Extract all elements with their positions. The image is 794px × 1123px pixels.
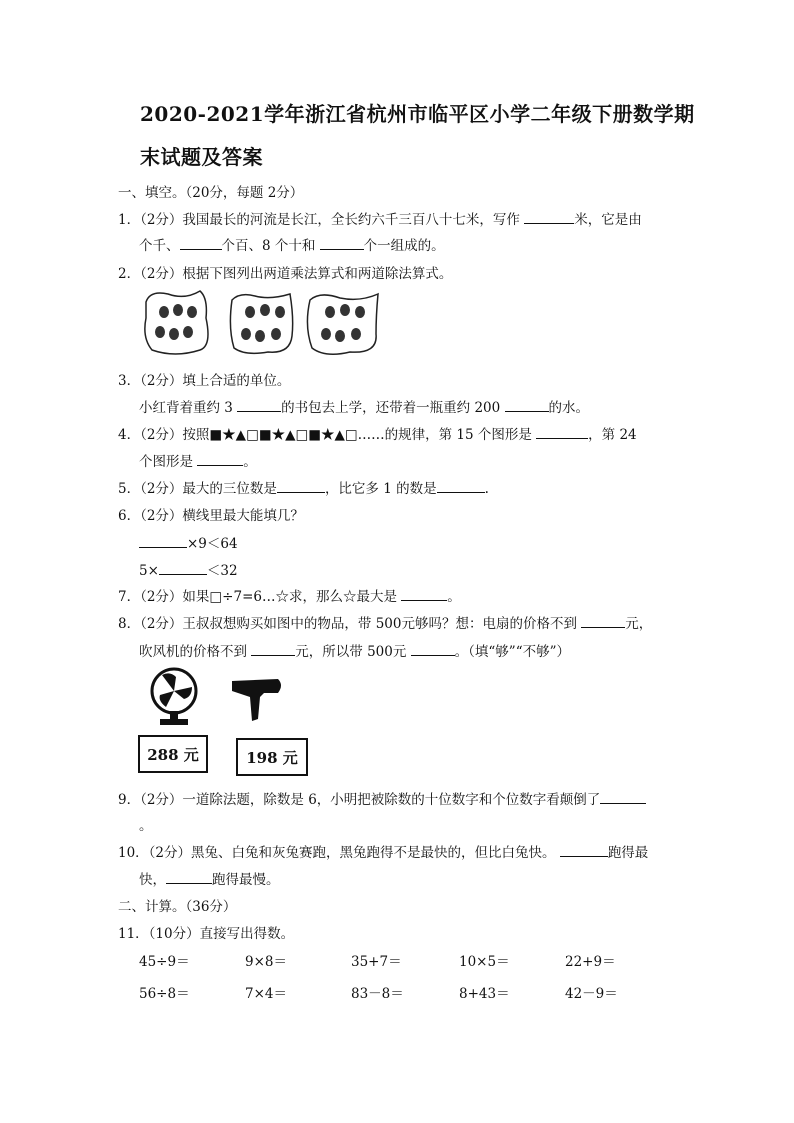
q8-text-c: 吹风机的价格不到: [139, 644, 252, 660]
question-4-line2: [139, 450, 257, 470]
q3-text-c: 的书包去上学，还带着一瓶重约 200: [281, 400, 505, 416]
question-1-line1: [118, 208, 642, 228]
q1-text-e: 个一组成的。: [363, 238, 445, 254]
q8-blank-fan[interactable]: [581, 615, 625, 628]
q10-text-d: 跑得最慢。: [212, 872, 280, 888]
calc-row-2: [139, 982, 699, 1002]
hair-dryer-icon: [228, 675, 284, 725]
calc-item: 9×8＝: [245, 954, 287, 970]
question-6: 6．（2分）横线里最大能填几？: [118, 508, 304, 524]
calc-item: 22+9＝: [565, 954, 616, 970]
q8-text-a: 8．（2分）王叔叔想购买如图中的物品，带 500元够吗？想：电扇的价格不到: [118, 616, 582, 632]
q3-text-b: 小红背着重约 3: [139, 400, 238, 416]
q5-blank-largest[interactable]: [277, 480, 325, 493]
q3-text-d: 的水。: [548, 400, 590, 416]
q8-text-d: 元，所以带 500元: [295, 644, 411, 660]
q1-text-a: 1．（2分）我国最长的河流是长江，全长约六千三百八十七米，写作: [118, 212, 525, 228]
q1-blank-ones[interactable]: [320, 237, 364, 250]
q1-text-c: 个千、: [139, 238, 180, 254]
q6-text-d: ＜32: [206, 563, 238, 579]
q1-blank-number[interactable]: [524, 211, 574, 224]
calc-item: 35+7＝: [351, 954, 402, 970]
question-3-line1: 3．（2分）填上合适的单位。: [118, 373, 291, 389]
dryer-price-label: 198 元: [236, 738, 308, 776]
dryer-svg: [228, 675, 284, 725]
page-title-line2: 末试题及答案: [140, 145, 263, 169]
q1-text-d: 个百、8 个十和: [221, 238, 320, 254]
q9-text-a: 9．（2分）一道除法题，除数是 6，小明把被除数的十位数字和个位数字看颠倒了: [118, 792, 601, 808]
q4-text-d: 。: [243, 454, 257, 470]
question-9-line2: 。: [139, 818, 153, 834]
question-10-line2: [139, 868, 280, 888]
question-4-line1: [118, 423, 637, 443]
question-6-expr2: [139, 559, 238, 579]
calc-item: 8+43＝: [459, 986, 510, 1002]
calc-item: 56÷8＝: [139, 986, 190, 1002]
q3-blank-bag-unit[interactable]: [237, 399, 281, 412]
q10-blank-slowest[interactable]: [166, 871, 212, 884]
q7-blank[interactable]: [401, 588, 447, 601]
q4-blank-24th[interactable]: [197, 453, 243, 466]
question-7: [118, 585, 461, 605]
section-heading-calculation: 二、计算。（36分）: [118, 899, 237, 915]
q5-blank-plus-one[interactable]: [437, 480, 485, 493]
fan-price-label: 288 元: [138, 735, 208, 773]
q6-text-c: 5×: [139, 563, 159, 579]
pears-bags-svg: [140, 288, 390, 358]
q7-text-b: 。: [447, 589, 461, 605]
electric-fan-icon: [140, 665, 210, 727]
calc-item: 10×5＝: [459, 954, 510, 970]
q4-text-a: 4．（2分）按照■★▲□■★▲□■★▲□……的规律，第 15 个图形是: [118, 427, 537, 443]
q8-text-b: 元，: [625, 616, 653, 632]
q6-blank-2[interactable]: [159, 562, 207, 575]
q4-text-b: ，第 24: [588, 427, 637, 443]
question-10-line1: [118, 841, 648, 861]
q10-blank-fastest[interactable]: [560, 844, 608, 857]
q5-text-b: ，比它多 1 的数是: [324, 481, 437, 497]
question-11: 11．（10分）直接写出得数。: [118, 926, 295, 942]
question-1-line2: [139, 234, 445, 254]
fan-svg: [140, 665, 210, 727]
q10-text-c: 快，: [139, 872, 166, 888]
q10-text-a: 10．（2分）黑兔、白兔和灰兔赛跑，黑兔跑得不是最快的，但比白兔快。: [118, 845, 560, 861]
calc-item: 42－9＝: [565, 986, 618, 1002]
question-2: 2．（2分）根据下图列出两道乘法算式和两道除法算式。: [118, 266, 453, 282]
q9-blank[interactable]: [600, 791, 646, 804]
question-8-line2: [139, 640, 570, 660]
q8-blank-dryer[interactable]: [251, 643, 295, 656]
q6-blank-1[interactable]: [139, 535, 187, 548]
calc-row-1: [139, 950, 699, 970]
q10-text-b: 跑得最: [607, 845, 649, 861]
q5-text-c: .: [484, 481, 489, 497]
calc-item: 7×4＝: [245, 986, 287, 1002]
q7-text-a: 7．（2分）如果□÷7=6…☆求，那么☆最大是: [118, 589, 402, 605]
question-5: [118, 477, 489, 497]
q3-blank-water-unit[interactable]: [505, 399, 549, 412]
calc-item: 83－8＝: [351, 986, 404, 1002]
question-9-line1: [118, 788, 646, 808]
page-title-line1: 2020-2021学年浙江省杭州市临平区小学二年级下册数学期: [140, 102, 695, 126]
question-8-line1: [118, 612, 652, 632]
q1-text-b: 米，它是由: [574, 212, 642, 228]
q8-text-e: 。（填“够”“不够”）: [454, 644, 571, 660]
calc-item: 45÷9＝: [139, 954, 190, 970]
pears-in-bags-illustration: [140, 288, 390, 358]
q8-blank-enough[interactable]: [411, 643, 455, 656]
question-6-expr1: [139, 532, 238, 552]
q1-blank-hundreds[interactable]: [180, 237, 222, 250]
q4-text-c: 个图形是: [139, 454, 198, 470]
q6-text-b: ×9＜64: [187, 536, 238, 552]
section-heading-fill-in: 一、填空。（20分，每题 2分）: [118, 185, 304, 201]
question-3-line2: [139, 396, 589, 416]
q4-blank-15th[interactable]: [536, 426, 588, 439]
q5-text-a: 5．（2分）最大的三位数是: [118, 481, 277, 497]
